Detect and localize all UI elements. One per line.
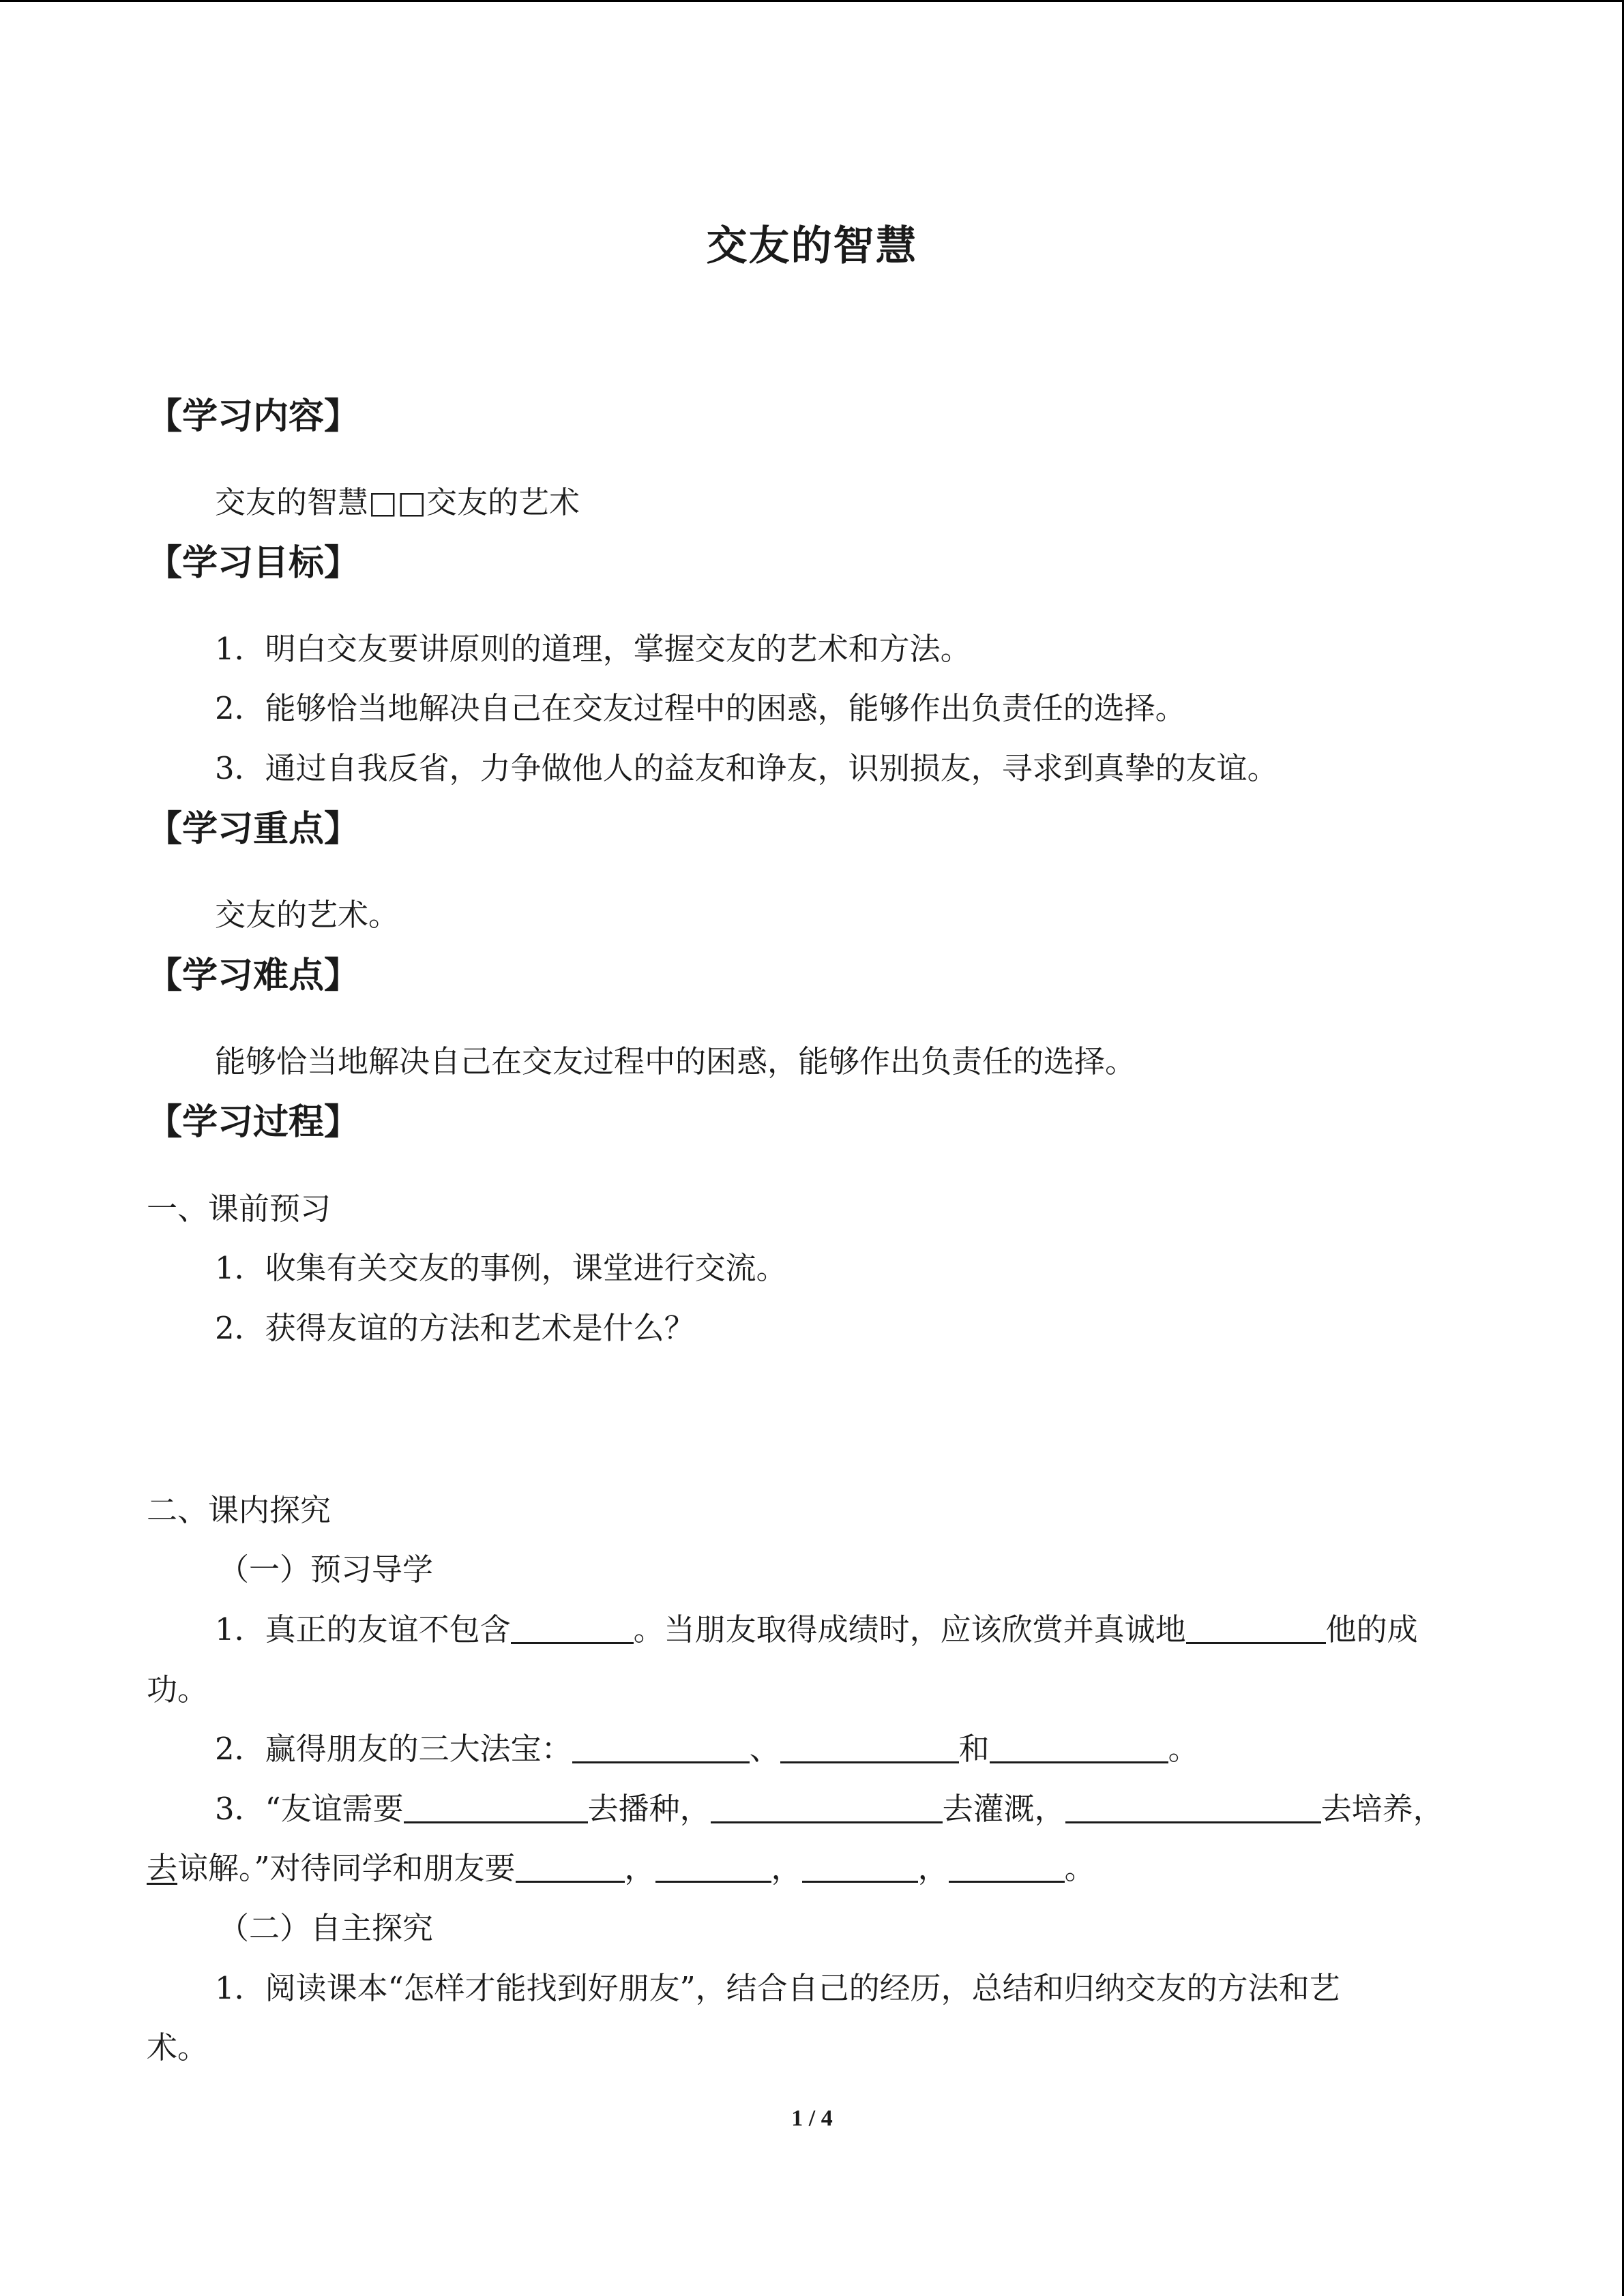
heading-difficulty: 【学习难点】 <box>147 955 360 996</box>
goal-item-3: 3．通过自我反省，力争做他人的益友和诤友，识别损友，寻求到真挚的友谊。 <box>215 750 1278 786</box>
page-number: 1 / 4 <box>791 2106 833 2131</box>
q3-sep-2: ， <box>771 1850 802 1886</box>
question-1-line <box>215 1605 1418 1649</box>
key-point-text: 交友的艺术。 <box>215 897 400 933</box>
inquiry-section-title: 二、课内探究 <box>147 1492 331 1528</box>
q3-blank-3[interactable] <box>1065 1791 1321 1823</box>
q3-text-a: 3．“友谊需要 <box>215 1791 404 1827</box>
q3-underlined-char: 去 <box>147 1850 178 1886</box>
learning-content-text: 交友的智慧□□交友的艺术 <box>215 484 580 520</box>
preview-item-2: 2．获得友谊的方法和艺术是什么？ <box>215 1310 695 1346</box>
q2-blank-3[interactable] <box>990 1731 1168 1763</box>
question-3-line <box>215 1784 1444 1828</box>
question-4-line: 1．阅读课本“怎样才能找到好朋友”，结合自己的经历，总结和归纳交友的方法和艺 <box>215 1970 1340 2006</box>
q3-blank-6[interactable] <box>802 1851 918 1883</box>
q3-text-b: 去播种， <box>587 1791 711 1827</box>
q1-text-c: 他的成 <box>1325 1611 1418 1648</box>
q2-blank-2[interactable] <box>780 1731 959 1763</box>
document-title: 交友的智慧 <box>706 222 918 270</box>
q3-blank-7[interactable] <box>949 1851 1065 1883</box>
q2-text-a: 2．赢得朋友的三大法宝： <box>215 1731 572 1767</box>
question-4-continuation: 术。 <box>147 2029 209 2066</box>
q1-blank-1[interactable] <box>511 1612 634 1644</box>
question-3-continuation <box>147 1843 1095 1888</box>
q3-sep-1: ， <box>624 1850 655 1886</box>
q3-end: 。 <box>1064 1850 1095 1886</box>
heading-learning-goals: 【学习目标】 <box>147 543 360 584</box>
q3-sep-3: ， <box>917 1850 949 1886</box>
q2-text-b: 、 <box>749 1731 780 1767</box>
q2-text-c: 和 <box>958 1731 990 1767</box>
q2-blank-1[interactable] <box>572 1731 750 1763</box>
q1-text-b: 。当朋友取得成绩时，应该欣赏并真诚地 <box>633 1611 1186 1648</box>
q2-text-d: 。 <box>1168 1731 1199 1767</box>
subsection-self-inquiry: （二）自主探究 <box>218 1910 434 1946</box>
q3-blank-1[interactable] <box>404 1791 588 1823</box>
heading-learning-process: 【学习过程】 <box>147 1102 360 1143</box>
goal-item-2: 2．能够恰当地解决自己在交友过程中的困惑，能够作出负责任的选择。 <box>215 690 1186 726</box>
goal-item-1: 1．明白交友要讲原则的道理，掌握交友的艺术和方法。 <box>215 631 971 667</box>
q3-blank-4[interactable] <box>516 1851 625 1883</box>
heading-learning-content: 【学习内容】 <box>147 396 360 437</box>
q3-blank-2[interactable] <box>711 1791 943 1823</box>
q3-text-c: 去灌溉， <box>942 1791 1065 1827</box>
difficulty-text: 能够恰当地解决自己在交友过程中的困惑，能够作出负责任的选择。 <box>215 1043 1136 1079</box>
q3-text-d: 去培养， <box>1320 1791 1444 1827</box>
subsection-preview-guide: （一）预习导学 <box>218 1551 434 1587</box>
q1-blank-2[interactable] <box>1186 1612 1326 1644</box>
q3-blank-5[interactable] <box>655 1851 771 1883</box>
q1-text-a: 1．真正的友谊不包含 <box>215 1611 511 1648</box>
preview-section-title: 一、课前预习 <box>147 1191 331 1227</box>
question-2-line <box>215 1724 1199 1768</box>
heading-key-point: 【学习重点】 <box>147 809 360 850</box>
question-1-continuation: 功。 <box>147 1671 209 1708</box>
preview-item-1: 1．收集有关交友的事例，课堂进行交流。 <box>215 1250 787 1286</box>
q3-text-f: 谅解。”对待同学和朋友要 <box>177 1850 516 1886</box>
